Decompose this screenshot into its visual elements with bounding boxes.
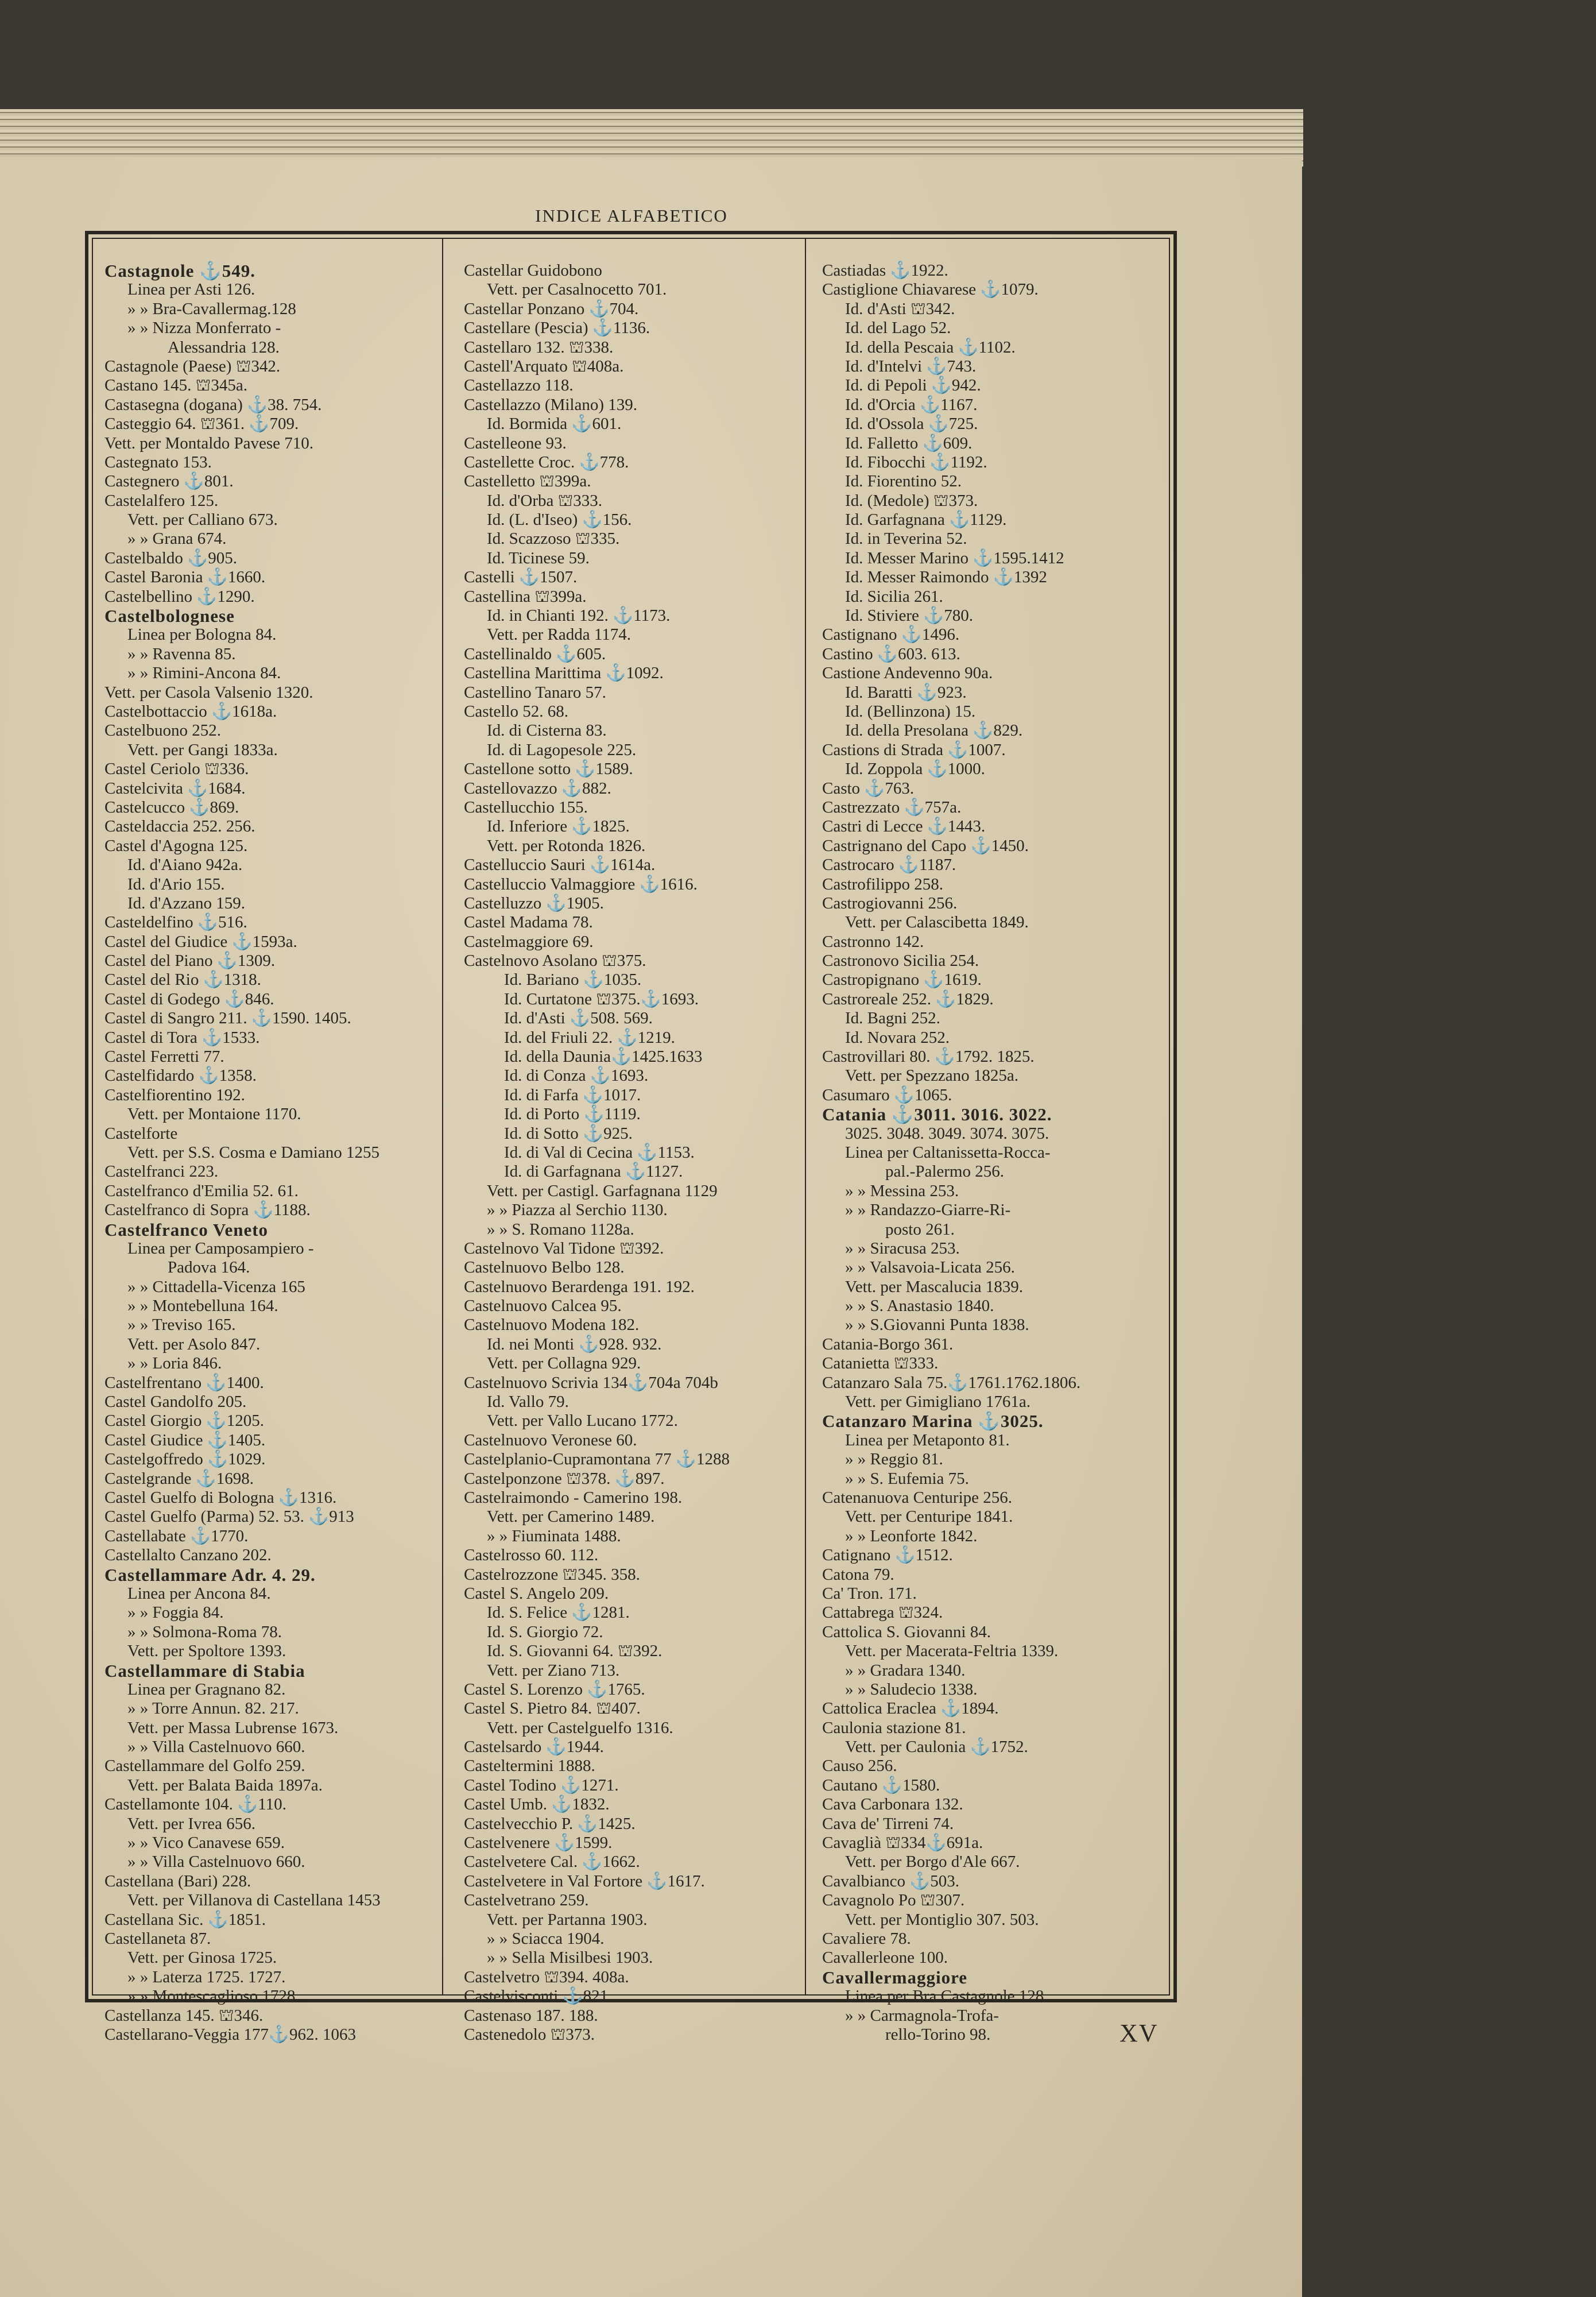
index-entry: Castellino Tanaro 57. [464, 683, 606, 702]
index-entry: Castroreale 252. ⚓1829. [822, 989, 994, 1008]
index-entry: » » S. Romano 1128a. [487, 1220, 634, 1239]
index-entry: Vett. per Macerata-Feltria 1339. [845, 1642, 1059, 1661]
index-entry: » » Siracusa 253. [845, 1239, 960, 1258]
index-entry: » » S. Anastasio 1840. [845, 1297, 994, 1316]
index-entry: Catanietta ⛫333. [822, 1354, 939, 1373]
index-entry: » » Villa Castelnuovo 660. [127, 1738, 305, 1757]
index-entry: Castel del Giudice ⚓1593a. [104, 932, 297, 951]
index-entry: Castenaso 187. 188. [464, 2006, 598, 2025]
index-entry: Castellana (Bari) 228. [104, 1871, 251, 1890]
index-entry: Castelvetro ⛫394. 408a. [464, 1967, 629, 1986]
index-entry: » » Treviso 165. [127, 1316, 236, 1335]
index-entry: Vett. per Collagna 929. [487, 1354, 641, 1373]
index-entry: Id. (Medole) ⛫373. [845, 491, 978, 510]
index-entry: Castegnero ⚓801. [104, 472, 234, 491]
index-entry: Castelvecchio P. ⚓1425. [464, 1814, 636, 1833]
index-entry: » » Messina 253. [845, 1181, 959, 1200]
index-entry: Castegnato 153. [104, 453, 212, 471]
index-entry: Id. Vallo 79. [487, 1393, 569, 1412]
index-entry: Castagnole (Paese) ⛫342. [104, 357, 281, 376]
index-entry: 3025. 3048. 3049. 3074. 3075. [845, 1124, 1049, 1143]
index-entry: Castellinaldo ⚓605. [464, 644, 606, 663]
index-entry: Id. di Pepoli ⚓942. [845, 376, 981, 395]
index-entry: » » Solmona-Roma 78. [127, 1622, 282, 1641]
index-entry: Vett. per Calliano 673. [127, 511, 278, 529]
index-entry: Vett. per Ziano 713. [487, 1661, 620, 1680]
index-entry: Id. Curtatone ⛫375.⚓1693. [504, 989, 699, 1008]
page-title: INDICE ALFABETICO [535, 206, 728, 226]
index-entry: Id. di Lagopesole 225. [487, 740, 637, 759]
index-entry: Castellaneta 87. [104, 1929, 211, 1948]
index-entry: Id. d'Orcia ⚓1167. [845, 395, 978, 414]
index-entry: Cautano ⚓1580. [822, 1776, 940, 1795]
index-entry: Id. d'Orba ⛫333. [487, 491, 603, 510]
index-entry: Padova 164. [168, 1258, 250, 1277]
index-entry: Castel S. Lorenzo ⚓1765. [464, 1680, 645, 1699]
index-entry: Castelbuono 252. [104, 721, 221, 740]
index-entry: Castel S. Pietro 84. ⛫407. [464, 1699, 641, 1718]
index-entry: Castelbaldo ⚓905. [104, 548, 238, 567]
index-entry: » » Nizza Monferrato - [127, 319, 281, 338]
index-entry: Castrignano del Capo ⚓1450. [822, 836, 1029, 855]
index-entry: Id. Bagni 252. [845, 1009, 940, 1028]
index-entry: Ca' Tron. 171. [822, 1584, 917, 1603]
index-heading-entry: Castellammare di Stabia [104, 1660, 305, 1681]
index-entry: Castelnuovo Belbo 128. [464, 1258, 625, 1277]
index-entry: Vett. per Balata Baida 1897a. [127, 1776, 323, 1795]
index-entry: Cavalbianco ⚓503. [822, 1871, 960, 1890]
index-entry: » » Bra-Cavallermag.128 [127, 299, 296, 318]
index-entry: Castel Giudice ⚓1405. [104, 1430, 266, 1449]
index-entry: Vett. per Castelguelfo 1316. [487, 1718, 673, 1737]
index-entry: Vett. per Montaldo Pavese 710. [104, 434, 314, 453]
index-entry: Castelfiorentino 192. [104, 1085, 245, 1104]
index-entry: Id. S. Giovanni 64. ⛫392. [487, 1642, 663, 1661]
index-entry: Vett. per Villanova di Castellana 1453 [127, 1891, 381, 1910]
index-entry: Castelleone 93. [464, 434, 567, 453]
index-entry: Castellare (Pescia) ⚓1136. [464, 319, 650, 338]
index-entry: Castel del Rio ⚓1318. [104, 970, 261, 989]
index-entry: » » Grana 674. [127, 529, 227, 548]
index-entry: pal.-Palermo 256. [885, 1162, 1004, 1181]
index-entry: Castelgoffredo ⚓1029. [104, 1450, 266, 1469]
index-entry: Id. Fiorentino 52. [845, 472, 962, 491]
index-entry: Casumaro ⚓1065. [822, 1085, 952, 1104]
index-entry: Casteggio 64. ⛫361. ⚓709. [104, 415, 299, 434]
index-entry: » » Sella Misilbesi 1903. [487, 1948, 653, 1967]
index-entry: Castrezzato ⚓757a. [822, 798, 962, 817]
index-entry: Catona 79. [822, 1565, 894, 1584]
index-entry: Castellina Marittima ⚓1092. [464, 664, 664, 683]
index-entry: Cava de' Tirreni 74. [822, 1814, 954, 1833]
index-entry: Castellazzo 118. [464, 376, 574, 395]
index-entry: Id. nei Monti ⚓928. 932. [487, 1335, 662, 1354]
index-entry: Casteltermini 1888. [464, 1757, 595, 1776]
index-entry: Castelli ⚓1507. [464, 568, 578, 587]
index-entry: Castelfranci 223. [104, 1162, 219, 1181]
index-entry: » » Laterza 1725. 1727. [127, 1967, 286, 1986]
index-entry: Castelrosso 60. 112. [464, 1546, 599, 1565]
index-entry: Id. in Chianti 192. ⚓1173. [487, 606, 671, 625]
index-entry: Vett. per Casalnocetto 701. [487, 280, 667, 299]
index-entry: Id. Falletto ⚓609. [845, 434, 973, 453]
index-entry: » » Carmagnola-Trofa- [845, 2006, 999, 2025]
index-entry: Vett. per Massa Lubrense 1673. [127, 1718, 339, 1737]
index-entry: Castano 145. ⛫345a. [104, 376, 247, 395]
index-entry: Vett. per Casola Valsenio 1320. [104, 683, 313, 702]
index-entry: Id. d'Asti ⛫342. [845, 299, 955, 318]
index-entry: Catania-Borgo 361. [822, 1335, 954, 1354]
index-column-2 [464, 261, 820, 2044]
page-number: XV [1119, 2019, 1159, 2047]
index-entry: Vett. per Borgo d'Ale 667. [845, 1853, 1020, 1871]
index-entry: Id. S. Felice ⚓1281. [487, 1603, 630, 1622]
index-heading-entry: Castelfranco Veneto [104, 1219, 269, 1240]
index-entry: Castelluccio Sauri ⚓1614a. [464, 856, 656, 875]
index-entry: Castellammare del Golfo 259. [104, 1757, 305, 1776]
index-entry: Catanzaro Sala 75.⚓1761.1762.1806. [822, 1373, 1081, 1392]
index-entry: Castellar Guidobono [464, 261, 602, 280]
index-heading-entry: Castagnole ⚓549. [104, 261, 255, 281]
index-entry: Id. di Cisterna 83. [487, 721, 607, 740]
index-entry: Linea per Asti 126. [127, 280, 255, 299]
index-entry: Id. Bariano ⚓1035. [504, 970, 642, 989]
index-entry: Castel del Piano ⚓1309. [104, 952, 276, 970]
index-entry: Vett. per S.S. Cosma e Damiano 1255 [127, 1143, 379, 1162]
index-entry: Id. d'Asti ⚓508. 569. [504, 1009, 653, 1028]
index-entry: Castel di Godego ⚓846. [104, 989, 274, 1008]
index-entry: Castelfrentano ⚓1400. [104, 1373, 264, 1392]
index-entry: Castelluzzo ⚓1905. [464, 894, 604, 912]
index-entry: Castel S. Angelo 209. [464, 1584, 609, 1603]
index-entry: Id. Ticinese 59. [487, 548, 590, 567]
index-entry: Linea per Bologna 84. [127, 625, 277, 644]
index-entry: Castel Ferretti 77. [104, 1047, 224, 1066]
index-entry: Id. del Lago 52. [845, 319, 951, 338]
index-entry: Castel d'Agogna 125. [104, 836, 248, 855]
index-entry: Castel Gandolfo 205. [104, 1393, 247, 1412]
index-entry: » » Loria 846. [127, 1354, 222, 1373]
index-entry: Vett. per Calascibetta 1849. [845, 913, 1029, 932]
index-column-1 [104, 261, 460, 2044]
index-entry: Castelgrande ⚓1698. [104, 1469, 254, 1488]
index-entry: Castello 52. 68. [464, 702, 569, 721]
index-entry: Castel Umb. ⚓1832. [464, 1795, 610, 1814]
index-heading-entry: Cavallermaggiore [822, 1967, 968, 1987]
index-entry: Vett. per Radda 1174. [487, 625, 632, 644]
index-entry: Linea per Metaponto 81. [845, 1430, 1010, 1449]
index-entry: Casteldaccia 252. 256. [104, 817, 255, 836]
index-entry: Castelplanio-Cupramontana 77 ⚓1288 [464, 1450, 730, 1469]
index-entry: Vett. per Partanna 1903. [487, 1910, 648, 1929]
index-entry: Id. Garfagnana ⚓1129. [845, 511, 1007, 529]
index-entry: Castelvetere Cal. ⚓1662. [464, 1853, 640, 1871]
index-entry: Vett. per Centuripe 1841. [845, 1507, 1013, 1526]
index-entry: Castel Todino ⚓1271. [464, 1776, 619, 1795]
index-entry: Castelnovo Asolano ⛫375. [464, 952, 646, 970]
index-entry: Cattolica Eraclea ⚓1894. [822, 1699, 999, 1718]
index-entry: Castiadas ⚓1922. [822, 261, 948, 280]
index-entry: Id. del Friuli 22. ⚓1219. [504, 1028, 675, 1047]
index-entry: Id. di Sotto ⚓925. [504, 1124, 633, 1143]
index-entry: » » Gradara 1340. [845, 1661, 966, 1680]
index-entry: Vett. per Caulonia ⚓1752. [845, 1738, 1028, 1757]
index-entry: Vett. per Gangi 1833a. [127, 740, 278, 759]
index-entry: Cavallerleone 100. [822, 1948, 948, 1967]
index-entry: Linea per Caltanissetta-Rocca- [845, 1143, 1051, 1162]
index-entry: » » Leonforte 1842. [845, 1526, 978, 1545]
index-entry: Castelcucco ⚓869. [104, 798, 239, 817]
index-entry: Castrogiovanni 256. [822, 894, 958, 912]
index-entry: » » Cittadella-Vicenza 165 [127, 1277, 305, 1296]
index-entry: Castiglione Chiavarese ⚓1079. [822, 280, 1039, 299]
index-entry: » » Villa Castelnuovo 660. [127, 1853, 305, 1871]
index-entry: Castelvetrano 259. [464, 1891, 589, 1910]
index-entry: Catignano ⚓1512. [822, 1546, 953, 1565]
index-heading-entry: Castellammare Adr. 4. 29. [104, 1564, 316, 1585]
index-entry: Id. di Porto ⚓1119. [504, 1105, 641, 1124]
index-entry: » » S. Eufemia 75. [845, 1469, 969, 1488]
index-entry: » » Fiuminata 1488. [487, 1526, 621, 1545]
index-entry: Vett. per Gimigliano 1761a. [845, 1393, 1031, 1412]
index-entry: Castronovo Sicilia 254. [822, 952, 979, 970]
index-entry: Linea per Bra Castagnole 128. [845, 1987, 1048, 2006]
index-entry: Vett. per Rotonda 1826. [487, 836, 646, 855]
index-entry: rello-Torino 98. [885, 2025, 991, 2044]
index-entry: Id. Baratti ⚓923. [845, 683, 967, 702]
index-entry: Linea per Ancona 84. [127, 1584, 271, 1603]
index-entry: Castellabate ⚓1770. [104, 1526, 249, 1545]
index-entry: Id. S. Giorgio 72. [487, 1622, 603, 1641]
index-entry: Casto ⚓763. [822, 779, 915, 798]
index-entry: Cattolica S. Giovanni 84. [822, 1622, 991, 1641]
index-entry: Castelnovo Val Tidone ⛫392. [464, 1239, 664, 1258]
index-entry: Castronno 142. [822, 932, 924, 951]
index-entry: Castellucchio 155. [464, 798, 588, 817]
index-entry: Id. di Conza ⚓1693. [504, 1066, 649, 1085]
index-entry: Castel di Sangro 211. ⚓1590. 1405. [104, 1009, 351, 1028]
index-entry: Id. Stiviere ⚓780. [845, 606, 973, 625]
index-entry: » » S.Giovanni Punta 1838. [845, 1316, 1029, 1335]
index-entry: Castellette Croc. ⚓778. [464, 453, 629, 471]
index-entry: Castellarano-Veggia 177⚓962. 1063 [104, 2025, 356, 2044]
index-entry: Castelnuovo Calcea 95. [464, 1297, 622, 1316]
index-entry: Id. Messer Marino ⚓1595.1412 [845, 548, 1064, 567]
index-entry: Caulonia stazione 81. [822, 1718, 966, 1737]
index-entry: Castelvenere ⚓1599. [464, 1834, 613, 1853]
index-entry: Castignano ⚓1496. [822, 625, 960, 644]
index-entry: Vett. per Mascalucia 1839. [845, 1277, 1024, 1296]
index-entry: Castel Ceriolo ⛫336. [104, 760, 249, 779]
index-entry: Castellana Sic. ⚓1851. [104, 1910, 266, 1929]
index-column-3 [822, 261, 1178, 2044]
index-entry: » » Vico Canavese 659. [127, 1834, 285, 1853]
index-entry: Castelvisconti ⚓821. [464, 1987, 613, 2006]
index-entry: Id. della Presolana ⚓829. [845, 721, 1023, 740]
index-heading-entry: Catania ⚓3011. 3016. 3022. [822, 1104, 1052, 1125]
index-entry: Vett. per Spoltore 1393. [127, 1642, 286, 1661]
index-entry: Id. della Daunia⚓1425.1633 [504, 1047, 703, 1066]
index-entry: Id. di Garfagnana ⚓1127. [504, 1162, 683, 1181]
index-entry: Vett. per Asolo 847. [127, 1335, 261, 1354]
index-entry: Castelnuovo Modena 182. [464, 1316, 640, 1335]
index-entry: Castelluccio Valmaggiore ⚓1616. [464, 875, 698, 894]
index-entry: Vett. per Vallo Lucano 1772. [487, 1412, 678, 1430]
index-entry: Castellazzo (Milano) 139. [464, 395, 637, 414]
index-entry: Cavaglià ⛫334⚓691a. [822, 1834, 983, 1853]
index-entry: Vett. per Montiglio 307. 503. [845, 1910, 1039, 1929]
index-entry: Vett. per Ivrea 656. [127, 1814, 256, 1833]
index-entry: Cavagnolo Po ⛫307. [822, 1891, 965, 1910]
index-entry: Castel Madama 78. [464, 913, 593, 932]
index-entry: » » Rimini-Ancona 84. [127, 664, 281, 683]
index-entry: Castasegna (dogana) ⚓38. 754. [104, 395, 322, 414]
index-entry: Id. della Pescaia ⚓1102. [845, 338, 1016, 357]
index-entry: Castelnuovo Scrivia 134⚓704a 704b [464, 1373, 718, 1392]
index-entry: Castellanza 145. ⛫346. [104, 2006, 264, 2025]
index-entry: » » Ravenna 85. [127, 644, 236, 663]
index-entry: Castellina ⛫399a. [464, 587, 587, 606]
index-entry: Id. Zoppola ⚓1000. [845, 760, 985, 779]
index-entry: Id. d'Azzano 159. [127, 894, 245, 912]
index-entry: Causo 256. [822, 1757, 897, 1776]
index-entry: Castel Guelfo di Bologna ⚓1316. [104, 1488, 337, 1507]
index-entry: Castel Giorgio ⚓1205. [104, 1412, 265, 1430]
index-entry: Vett. per Spezzano 1825a. [845, 1066, 1018, 1085]
index-entry: Id. Bormida ⚓601. [487, 415, 622, 434]
index-entry: Castellaro 132. ⛫338. [464, 338, 614, 357]
index-entry: Castione Andevenno 90a. [822, 664, 993, 683]
index-entry: Castelraimondo - Camerino 198. [464, 1488, 683, 1507]
index-entry: » » Saludecio 1338. [845, 1680, 978, 1699]
index-entry: Castel Guelfo (Parma) 52. 53. ⚓913 [104, 1507, 354, 1526]
index-heading-entry: Castelbolognese [104, 606, 235, 627]
index-entry: Castelnuovo Veronese 60. [464, 1430, 637, 1449]
index-entry: Castelletto ⛫399a. [464, 472, 591, 491]
index-entry: Castelvetere in Val Fortore ⚓1617. [464, 1871, 705, 1890]
index-entry: Castrocaro ⚓1187. [822, 856, 956, 875]
index-entry: Castelforte [104, 1124, 178, 1143]
index-entry: Castellamonte 104. ⚓110. [104, 1795, 286, 1814]
index-entry: Castelmaggiore 69. [464, 932, 594, 951]
index-entry: » » Piazza al Serchio 1130. [487, 1201, 668, 1220]
index-entry: Casteldelfino ⚓516. [104, 913, 247, 932]
index-entry: Id. d'Aiano 942a. [127, 856, 243, 875]
index-entry: Id. di Val di Cecina ⚓1153. [504, 1143, 695, 1162]
index-entry: Castelnuovo Berardenga 191. 192. [464, 1277, 695, 1296]
index-entry: Castel Baronia ⚓1660. [104, 568, 266, 587]
index-entry: Castelcivita ⚓1684. [104, 779, 246, 798]
index-entry: Catenanuova Centuripe 256. [822, 1488, 1012, 1507]
index-entry: Castelfidardo ⚓1358. [104, 1066, 257, 1085]
index-heading-entry: Catanzaro Marina ⚓3025. [822, 1411, 1044, 1432]
index-entry: Castelbottaccio ⚓1618a. [104, 702, 277, 721]
index-entry: Linea per Camposampiero - [127, 1239, 314, 1258]
index-entry: Cava Carbonara 132. [822, 1795, 963, 1814]
index-entry: Id. Fibocchi ⚓1192. [845, 453, 987, 471]
index-entry: Castions di Strada ⚓1007. [822, 740, 1006, 759]
index-entry: » » Foggia 84. [127, 1603, 224, 1622]
index-entry: Vett. per Castigl. Garfagnana 1129 [487, 1181, 718, 1200]
index-entry: Id. Messer Raimondo ⚓1392 [845, 568, 1047, 587]
index-entry: » » Randazzo-Giarre-Ri- [845, 1201, 1011, 1220]
index-entry: Id. d'Ossola ⚓725. [845, 415, 978, 434]
index-entry: Castelsardo ⚓1944. [464, 1738, 604, 1757]
index-entry: Vett. per Camerino 1489. [487, 1507, 655, 1526]
index-entry: Vett. per Ginosa 1725. [127, 1948, 277, 1967]
index-entry: » » Montebelluna 164. [127, 1297, 278, 1316]
index-entry: Castellone sotto ⚓1589. [464, 760, 633, 779]
index-entry: Cavaliere 78. [822, 1929, 911, 1948]
index-entry: Id. d'Intelvi ⚓743. [845, 357, 977, 376]
index-entry: Id. d'Ario 155. [127, 875, 225, 894]
index-entry: Id. Sicilia 261. [845, 587, 943, 606]
index-entry: Castelbellino ⚓1290. [104, 587, 255, 606]
index-entry: » » Sciacca 1904. [487, 1929, 605, 1948]
index-entry: Castelponzone ⛫378. ⚓897. [464, 1469, 665, 1488]
index-entry: Castellar Ponzano ⚓704. [464, 299, 639, 318]
index-entry: » » Torre Annun. 82. 217. [127, 1699, 299, 1718]
index-entry: Castropignano ⚓1619. [822, 970, 982, 989]
index-entry: Id. (L. d'Iseo) ⚓156. [487, 511, 632, 529]
index-entry: Castelrozzone ⛫345. 358. [464, 1565, 640, 1584]
index-entry: Castelfranco d'Emilia 52. 61. [104, 1181, 299, 1200]
index-entry: Linea per Gragnano 82. [127, 1680, 286, 1699]
index-entry: Id. Inferiore ⚓1825. [487, 817, 630, 836]
index-entry: Castrovillari 80. ⚓1792. 1825. [822, 1047, 1035, 1066]
index-entry: Castino ⚓603. 613. [822, 644, 960, 663]
index-entry: Castellalto Canzano 202. [104, 1546, 272, 1565]
index-entry: Castelfranco di Sopra ⚓1188. [104, 1201, 311, 1220]
index-entry: Id. Scazzoso ⛫335. [487, 529, 620, 548]
index-entry: Id. Novara 252. [845, 1028, 950, 1047]
index-entry: Castel di Tora ⚓1533. [104, 1028, 260, 1047]
index-entry: Castri di Lecce ⚓1443. [822, 817, 986, 836]
index-entry: Castelalfero 125. [104, 491, 219, 510]
index-entry: Castrofilippo 258. [822, 875, 944, 894]
index-entry: Castell'Arquato ⛫408a. [464, 357, 624, 376]
index-entry: » » Reggio 81. [845, 1450, 943, 1469]
index-entry: posto 261. [885, 1220, 955, 1239]
index-entry: » » Montescaglioso 1728. [127, 1987, 300, 2006]
index-entry: Vett. per Montaione 1170. [127, 1105, 301, 1124]
index-entry: Id. (Bellinzona) 15. [845, 702, 976, 721]
index-entry: » » Valsavoia-Licata 256. [845, 1258, 1015, 1277]
index-entry: Castenedolo ⛫373. [464, 2025, 595, 2044]
index-entry: Id. di Farfa ⚓1017. [504, 1085, 641, 1104]
index-entry: Castellovazzo ⚓882. [464, 779, 611, 798]
index-entry: Alessandria 128. [168, 338, 280, 357]
index-entry: Id. in Teverina 52. [845, 529, 967, 548]
index-entry: Cattabrega ⛫324. [822, 1603, 943, 1622]
